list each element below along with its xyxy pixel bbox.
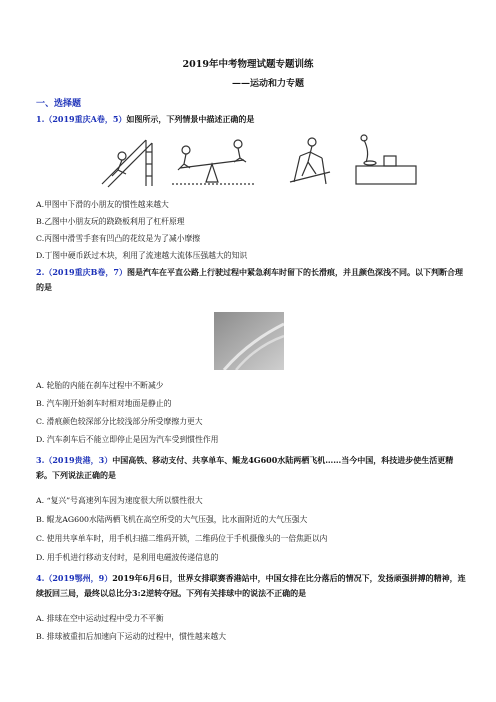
- option-4B: B. 排球被重扣后加速向下运动的过程中，惯性越来越大: [36, 632, 227, 641]
- option-3C: C. 使用共享单车时，用手机扫描二维码开锁，二维码位于手机摄像头的一倍焦距以内: [36, 534, 328, 543]
- question-stem: 2019年6月6日，世界女排联赛香港站中，中国女排在比分落后的情况下，发扬顽强拼搏的精神，连续扳回三局，最终以总比分3:2逆转夺冠。下列有关排球中的说法不正确的是: [36, 573, 466, 598]
- option-1C: C.丙图中滑雪手套有凹凸的花纹是为了减小摩擦: [36, 234, 201, 243]
- option-3D: D. 用手机进行移动支付时，是利用电磁波传递信息的: [36, 553, 219, 562]
- question-1: [36, 114, 254, 125]
- option-1A: A.甲图中下滑的小朋友的惯性越来越大: [36, 200, 169, 209]
- question-number: 4.: [36, 573, 45, 583]
- question-source: （2019鄂州，9）: [44, 573, 113, 583]
- question-source: （2019重庆A卷，5）: [44, 114, 127, 124]
- question-source: （2019贵港，3）: [44, 455, 113, 465]
- option-1D: D.丁图中硬币跃过木块，利用了流速越大流体压强越大的知识: [36, 251, 248, 260]
- option-1B: B.乙图中小朋友玩的跷跷板利用了杠杆原理: [36, 217, 185, 226]
- question-number: 2.: [36, 267, 45, 277]
- question-number: 1.: [36, 114, 45, 124]
- option-3B: B. 鲲龙AG600水陆两栖飞机在高空所受的大气压强，比水面附近的大气压强大: [36, 515, 308, 524]
- figure-skid-marks: [214, 312, 284, 370]
- section-heading: 一、选择题: [36, 99, 82, 109]
- question-number: 3.: [36, 455, 45, 465]
- option-2B: B. 汽车刚开始刹车时相对地面是静止的: [36, 399, 172, 408]
- option-2C: C. 滑痕颜色较深部分比较浅部分所受摩擦力更大: [36, 417, 203, 426]
- scene-sketches: [94, 132, 424, 190]
- option-3A: A. “复兴”号高速列车因为速度很大所以惯性很大: [36, 496, 203, 505]
- figure-scenes: [94, 132, 424, 190]
- question-stem: 中国高铁、移动支付、共享单车、鲲龙4G600水陆两栖飞机……当今中国，科技进步使生活更精彩。下列说法正确的是: [36, 455, 454, 480]
- question-source: （2019重庆B卷，7）: [44, 267, 127, 277]
- page-title: 2019年中考物理试题专题训练: [182, 59, 314, 70]
- question-stem: 图是汽车在平直公路上行驶过程中紧急刹车时留下的长滑痕，并且颜色深浅不同。以下判断合理的是: [36, 267, 463, 292]
- page-subtitle: ——运动和力专题: [231, 79, 304, 89]
- question-stem: 如图所示，下列情景中描述正确的是: [126, 114, 255, 124]
- skid-photo: [214, 312, 284, 370]
- option-2D: D. 汽车刹车后不能立即停止是因为汽车受到惯性作用: [36, 435, 219, 444]
- option-4A: A. 排球在空中运动过程中受力不平衡: [36, 614, 164, 623]
- question-3: [36, 453, 466, 483]
- question-4: [36, 571, 466, 601]
- option-2A: A. 轮胎的内能在刹车过程中不断减少: [36, 381, 164, 390]
- question-2: [36, 265, 466, 295]
